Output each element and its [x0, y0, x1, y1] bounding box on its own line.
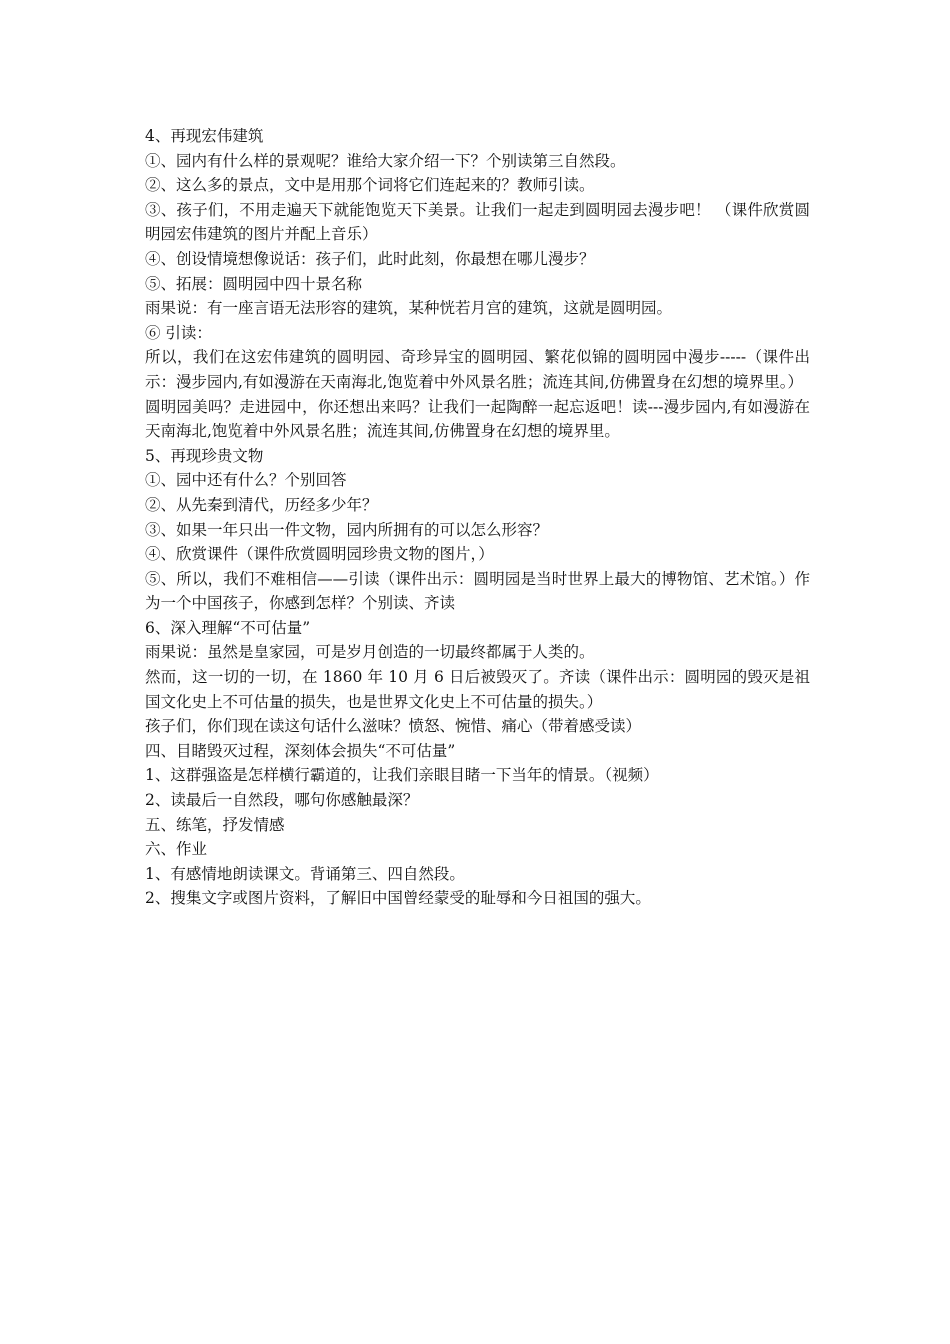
section-heading: 5、再现珍贵文物	[145, 446, 264, 465]
paragraph: 1、有感情地朗读课文。背诵第三、四自然段。	[145, 864, 465, 883]
paragraph: 孩子们，你们现在读这句话什么滋味？愤怒、惋惜、痛心（带着感受读）	[145, 717, 642, 736]
paragraph: 所以，我们在这宏伟建筑的圆明园、奇珍异宝的圆明园、繁花似锦的圆明园中漫步-----（课件出示：漫步园内,有如漫游在天南海北,饱览着中外风景名胜；流连其间,仿佛置身在幻想的境界里。）	[145, 348, 810, 391]
paragraph: 雨果说：虽然是皇家园，可是岁月创造的一切最终都属于人类的。	[145, 643, 595, 662]
paragraph: 圆明园美吗？走进园中，你还想出来吗？让我们一起陶醉一起忘返吧！读---漫步园内,有如漫游在天南海北,饱览着中外风景名胜；流连其间,仿佛置身在幻想的境界里。	[145, 397, 810, 441]
section-heading: 4、再现宏伟建筑	[145, 127, 264, 145]
document-body	[145, 124, 810, 911]
paragraph: 2、搜集文字或图片资料，了解旧中国曾经蒙受的耻辱和今日祖国的强大。	[145, 889, 651, 908]
paragraph: ③、如果一年只出一件文物，园内所拥有的可以怎么形容？	[145, 520, 549, 539]
paragraph: ⑥ 引读：	[145, 323, 212, 342]
paragraph: 2、读最后一自然段，哪句你感触最深？	[145, 791, 419, 810]
paragraph: ④、创设情境想像说话：孩子们，此时此刻，你最想在哪儿漫步？	[145, 249, 595, 268]
paragraph: ④、欣赏课件（课件欣赏圆明园珍贵文物的图片，）	[145, 545, 494, 564]
paragraph: ②、从先秦到清代，历经多少年？	[145, 495, 378, 514]
paragraph: ⑤、拓展：圆明园中四十景名称	[145, 274, 363, 293]
paragraph: ②、这么多的景点，文中是用那个词将它们连起来的？教师引读。	[145, 176, 595, 195]
paragraph: ⑤、所以，我们不难相信——引读（课件出示：圆明园是当时世界上最大的博物馆、艺术馆。）作为一个中国孩子，你感到怎样？个别读、齐读	[145, 569, 810, 613]
paragraph: ①、园内有什么样的景观呢？谁给大家介绍一下？个别读第三自然段。	[145, 151, 626, 170]
section-heading: 六、作业	[145, 840, 208, 859]
paragraph: ③、孩子们，不用走遍天下就能饱览天下美景。让我们一起走到圆明园去漫步吧！ （课件欣赏圆明园宏伟建筑的图片并配上音乐）	[145, 200, 810, 244]
section-heading: 6、深入理解“不可估量”	[145, 618, 311, 637]
paragraph: 雨果说：有一座言语无法形容的建筑，某种恍若月宫的建筑，这就是圆明园。	[145, 299, 673, 318]
paragraph: 1、这群强盗是怎样横行霸道的，让我们亲眼目睹一下当年的情景。（视频）	[145, 766, 659, 785]
section-heading: 四、目睹毁灭过程，深刻体会损失“不可估量”	[145, 741, 456, 760]
paragraph: 然而，这一切的一切，在 1860 年 10 月 6 日后被毁灭了。齐读（课件出示：圆明园的毁灭是祖国文化史上不可估量的损失，也是世界文化史上不可估量的损失。）	[145, 668, 810, 711]
section-heading: 五、练笔，抒发情感	[145, 815, 285, 834]
paragraph: ①、园中还有什么？个别回答	[145, 471, 347, 490]
